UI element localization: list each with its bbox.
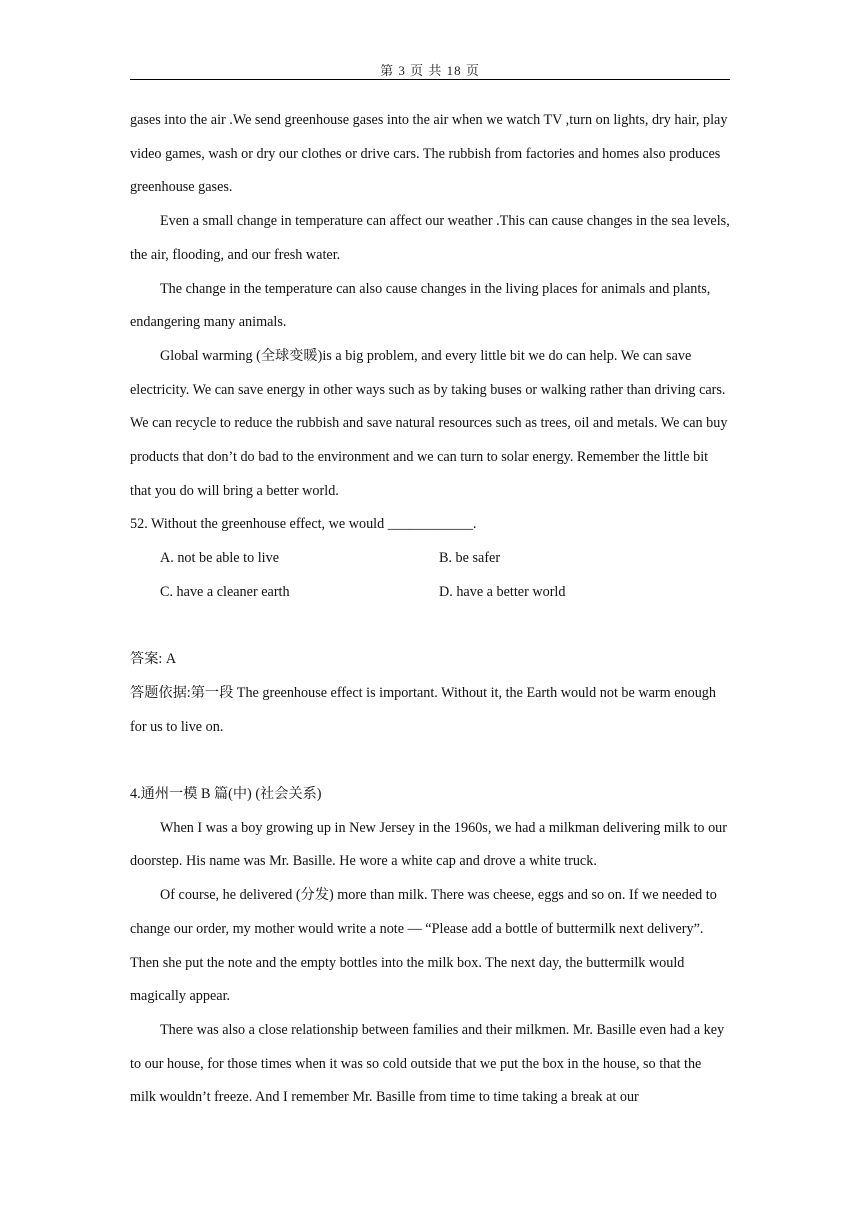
option-d: D. have a better world	[439, 583, 566, 600]
passage-paragraph-2: Even a small change in temperature can affect our weather .This can cause changes in the sea levels, the air, flooding, and our fresh water.	[130, 213, 730, 263]
passage-paragraph-4: Global warming (全球变暖)is a big problem, and every little bit we do can help. We can save electricity. We can save energy in other ways such as by taking buses or walking rather than driving cars. We can recycle to reduce the rubbish and save natural resources such as trees, oil and metals. We can buy products that don’t do bad to the environment and we can turn to solar energy. Remember the little bit that you do will bring a better world.	[130, 347, 728, 499]
options-row-2	[130, 576, 730, 610]
spacer	[130, 744, 730, 778]
option-b: B. be safer	[439, 550, 501, 567]
question-stem: 52. Without the greenhouse effect, we would ____________.	[130, 516, 477, 533]
section-paragraph-3: There was also a close relationship between families and their milkmen. Mr. Basille even had a key to our house, for those times when it was so cold outside that we put the box in the house, so that the milk wouldn’t freeze. And I remember Mr. Basille from time to time taking a break at our	[130, 1021, 725, 1106]
answer-line: 答案: A	[130, 651, 177, 668]
section-heading: 4.通州一模 B 篇(中) (社会关系)	[130, 786, 322, 803]
passage-paragraph-3: The change in the temperature can also cause changes in the living places for animals and plants, endangering many animals.	[130, 280, 711, 331]
option-c: C. have a cleaner earth	[160, 583, 290, 600]
section-paragraph-2: Of course, he delivered (分发) more than milk. There was cheese, eggs and so on. If we needed to change our order, my mother would write a note — “Please add a bottle of buttermilk next delivery”. Then she put the note and the empty bottles into the milk box. The next day, the buttermilk would magically appear.	[130, 887, 717, 1005]
page-header: 第 3 页 共 18 页	[380, 63, 480, 78]
options-row-1	[130, 542, 730, 576]
passage-paragraph-1: gases into the air .We send greenhouse gases into the air when we watch TV ,turn on lights, dry hair, play video games, wash or dry our clothes or drive cars. The rubbish from factories and homes also produces greenhouse gases.	[130, 112, 728, 196]
spacer	[130, 610, 730, 644]
header-divider	[130, 79, 730, 80]
option-a: A. not be able to live	[160, 550, 279, 567]
document-body	[130, 104, 730, 1115]
section-paragraph-1: When I was a boy growing up in New Jersey in the 1960s, we had a milkman delivering milk to our doorstep. His name was Mr. Basille. He wore a white cap and drove a white truck.	[130, 819, 727, 870]
answer-basis: 答题依据:第一段 The greenhouse effect is important. Without it, the Earth would not be warm enough for us to live on.	[130, 684, 716, 735]
